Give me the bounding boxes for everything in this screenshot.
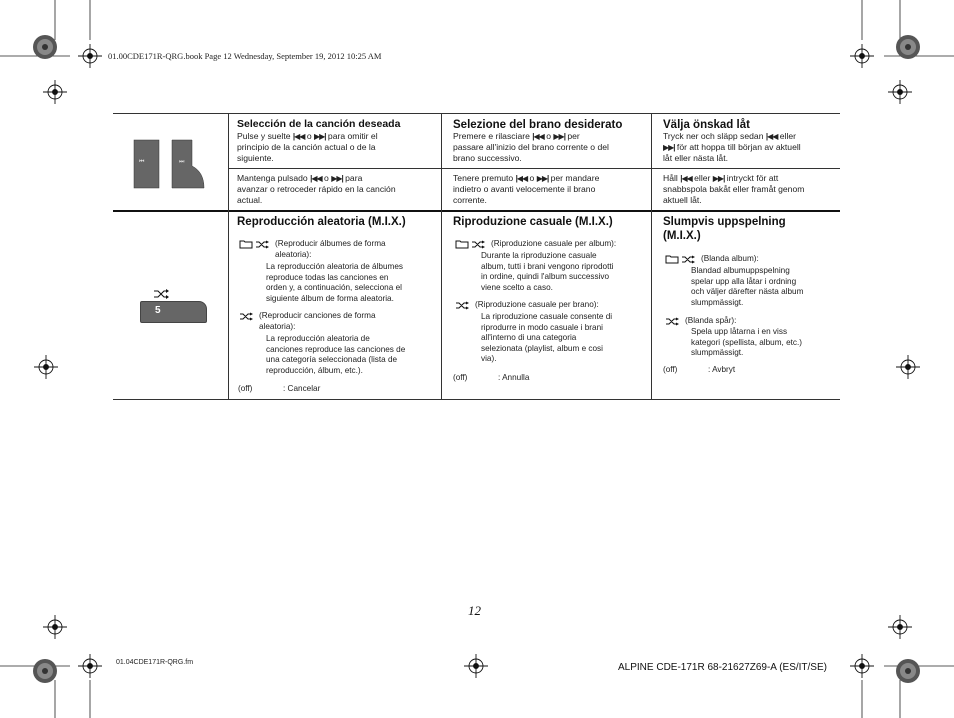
skip-back-button: ⏮ [139, 159, 145, 165]
row1-subrule [228, 168, 840, 169]
it-off-text: : Annulla [498, 373, 530, 382]
es-mix-heading: Reproducción aleatoria (M.I.X.) [237, 216, 406, 228]
se-song-text: Spela upp låtarna i en viss kategori (spellista, album, etc.) slumpmässigt. [691, 327, 803, 357]
se-off-text: : Avbryt [708, 365, 736, 374]
table-bottom-rule [113, 399, 840, 400]
it-song-text: La riproduzione casuale consente di riprodurre in modo casuale i brani all'interno di una categoria selezionata (playlist, album e cosi via). [481, 312, 613, 363]
es-skip-text: Pulse y suelte |◀◀ o ▶▶| para omitir el principio de la canción actual o de la siguiente. [237, 131, 378, 163]
folder-shuffle-icon [455, 239, 487, 249]
button-5-label: 5 [155, 305, 161, 316]
shuffle-icon [154, 289, 170, 299]
it-album-text: Durante la riproduzione casuale album, tutti i brani vengono riprodotti in ordine, quindi l'album successivo viene scelto a caso. [481, 251, 614, 292]
next-icon: ▶▶| [663, 143, 675, 152]
se-song-label: (Blanda spår): [685, 316, 737, 325]
se-album-label: (Blanda album): [701, 254, 759, 263]
se-skip-heading: Välja önskad låt [663, 119, 750, 131]
skip-buttons-illustration [132, 138, 212, 198]
next-icon: ▶▶| [536, 174, 549, 183]
se-off-label: (off) [663, 365, 678, 374]
next-icon: ▶▶| [553, 132, 565, 141]
shuffle-icon [665, 316, 681, 326]
prev-icon: |◀◀ [532, 132, 544, 141]
prev-icon: |◀◀ [310, 174, 322, 183]
prev-icon: |◀◀ [292, 132, 305, 141]
it-off-label: (off) [453, 373, 468, 382]
es-off-label: (off) [238, 384, 253, 393]
es-album-label: (Reproducir álbumes de forma aleatoria): [275, 239, 386, 259]
folder-shuffle-icon [239, 239, 271, 249]
col-divider-3 [651, 113, 652, 400]
table-top-rule [113, 113, 840, 114]
it-skip-heading: Selezione del brano desiderato [453, 119, 623, 131]
it-fast-text: Tenere premuto |◀◀ o ▶▶| per mandare indietro o avanti velocemente il brano corrente. [453, 173, 600, 205]
es-song-text: La reproducción aleatoria de canciones reproduce las canciones de una categoría seleccionada (lista de reproducción, álbum, etc.). [266, 334, 406, 375]
es-fast-text: Mantenga pulsado |◀◀ o ▶▶| para avanzar o retroceder rápido en la canción actual. [237, 173, 396, 205]
col-divider-2 [441, 113, 442, 400]
es-album-text: La reproducción aleatoria de álbumes reproduce todas las canciones en orden y, a continuación, selecciona el siguiente álbum de forma aleatoria. [266, 262, 404, 303]
next-icon: ▶▶| [314, 132, 326, 141]
footer-file: 01.04CDE171R-QRG.fm [116, 659, 194, 666]
se-fast-text: Håll |◀◀ eller ▶▶| intryckt för att snabbspola bakåt eller framåt genom aktuell låt. [663, 173, 805, 205]
es-song-label: (Reproducir canciones de forma aleatoria): [259, 311, 376, 331]
file-info-header: 01.00CDE171R-QRG.book Page 12 Wednesday, September 19, 2012 10:25 AM [108, 51, 382, 61]
footer-model: ALPINE CDE-171R 68-21627Z69-A (ES/IT/SE) [618, 662, 827, 673]
it-skip-text: Premere e rilasciare |◀◀ o ▶▶| per passare all'inizio del brano corrente o del brano successivo. [453, 131, 609, 163]
skip-forward-button: ⏭ [179, 159, 185, 165]
page-number: 12 [468, 603, 481, 618]
se-album-text: Blandad albumuppspelning spelar upp alla låtar i ordning och väljer därefter nästa album slumpmässigt. [691, 266, 804, 307]
button-5 [140, 301, 207, 323]
it-song-label: (Riproduzione casuale per brano): [475, 300, 599, 309]
shuffle-icon [239, 311, 255, 321]
prev-icon: |◀◀ [765, 132, 778, 141]
se-mix-heading: Slumpvis uppspelning (M.I.X.) [663, 216, 786, 242]
next-icon: ▶▶| [712, 174, 725, 183]
prev-icon: |◀◀ [515, 174, 528, 183]
it-mix-heading: Riproduzione casuale (M.I.X.) [453, 216, 613, 228]
prev-icon: |◀◀ [680, 174, 692, 183]
folder-shuffle-icon [665, 254, 697, 264]
row-divider [113, 210, 840, 212]
next-icon: ▶▶| [331, 174, 343, 183]
se-skip-text: Tryck ner och släpp sedan |◀◀ eller ▶▶| för att hoppa till början av aktuell låt eller nästa låt. [663, 131, 801, 163]
es-skip-heading: Selección de la canción deseada [237, 118, 401, 130]
es-off-text: : Cancelar [283, 384, 321, 393]
shuffle-icon [455, 300, 471, 310]
col-divider-1 [228, 113, 229, 400]
it-album-label: (Riproduzione casuale per album): [491, 239, 617, 248]
